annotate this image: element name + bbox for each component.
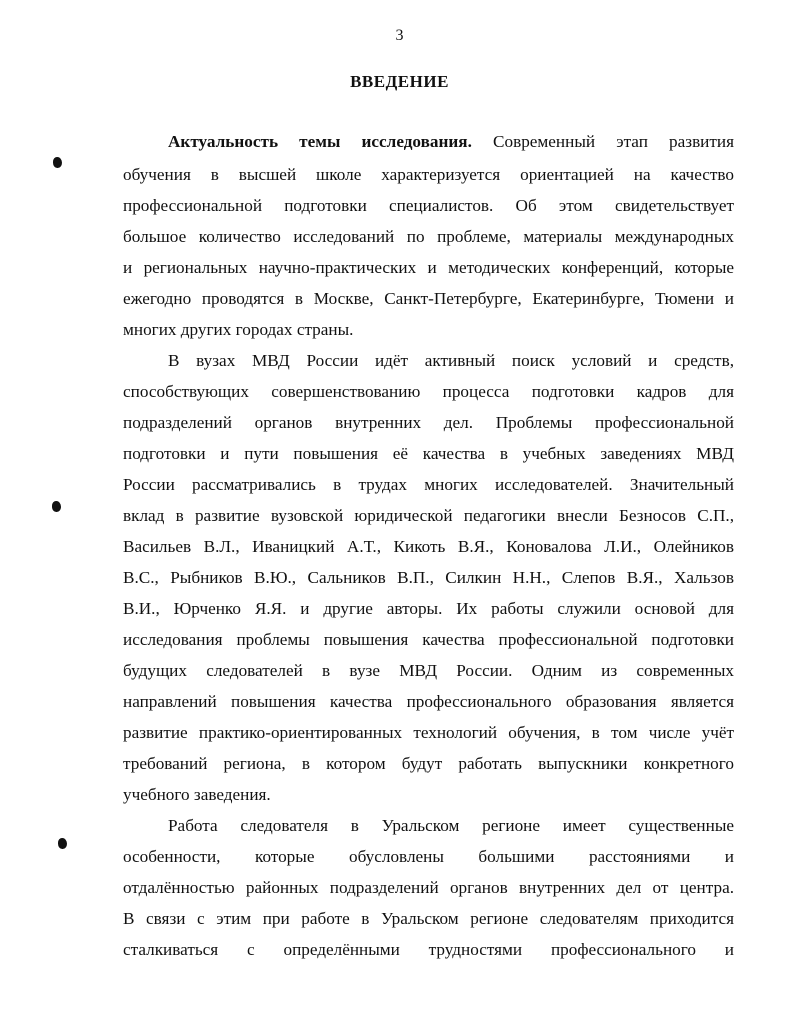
text-line: России рассматривались в трудах многих исследователей. Значительный	[123, 475, 734, 494]
text-line: сталкиваться с определёнными трудностями профессионального и	[123, 940, 734, 959]
text-line: Работа следователя в Уральском регионе имеет существенные	[168, 816, 734, 835]
text-line: большое количество исследований по проблеме, материалы международных	[123, 227, 734, 246]
text-line: учебного заведения.	[123, 785, 271, 804]
page-title: ВВЕДЕНИЕ	[350, 72, 449, 91]
text-line: подготовки и пути повышения её качества в учебных заведениях МВД	[123, 444, 734, 463]
text-line: В связи с этим при работе в Уральском регионе следователям приходится	[123, 909, 734, 928]
text-span: Современный этап развития	[471, 132, 734, 151]
margin-mark	[53, 157, 62, 168]
text-line: многих других городах страны.	[123, 320, 354, 339]
text-line: В.С., Рыбников В.Ю., Сальников В.П., Силкин Н.Н., Слепов В.Я., Хальзов	[123, 568, 734, 587]
text-line: обучения в высшей школе характеризуется ориентацией на качество	[123, 165, 734, 184]
text-line: и региональных научно-практических и методических конференций, которые	[123, 258, 734, 277]
text-line: исследования проблемы повышения качества профессиональной подготовки	[123, 630, 734, 649]
text-line: В.И., Юрченко Я.Я. и другие авторы. Их работы служили основой для	[123, 599, 734, 618]
text-line: развитие практико-ориентированных технологий обучения, в том числе учёт	[123, 723, 734, 742]
text-line: подразделений органов внутренних дел. Проблемы профессиональной	[123, 413, 734, 432]
text-line: вклад в развитие вузовской юридической педагогики внесли Безносов С.П.,	[123, 506, 734, 525]
margin-mark	[58, 838, 67, 849]
text-line: направлений повышения качества профессионального образования является	[123, 692, 734, 711]
text-line	[168, 130, 734, 154]
lead-heading: Актуальность темы исследования.	[168, 132, 472, 151]
text-line: профессиональной подготовки специалистов. Об этом свидетельствует	[123, 196, 734, 215]
margin-mark	[52, 501, 61, 512]
text-line: способствующих совершенствованию процесса подготовки кадров для	[123, 382, 734, 401]
text-line: Васильев В.Л., Иваницкий А.Т., Кикоть В.Я., Коновалова Л.И., Олейников	[123, 537, 734, 556]
text-line: ежегодно проводятся в Москве, Санкт-Петербурге, Екатеринбурге, Тюмени и	[123, 289, 734, 308]
text-line: требований региона, в котором будут работать выпускники конкретного	[123, 754, 734, 773]
page-number: 3	[395, 27, 404, 44]
text-line: В вузах МВД России идёт активный поиск условий и средств,	[168, 351, 734, 370]
text-line: особенности, которые обусловлены большими расстояниями и	[123, 847, 734, 866]
text-line: отдалённостью районных подразделений органов внутренних дел от центра.	[123, 878, 734, 897]
text-line: будущих следователей в вузе МВД России. Одним из современных	[123, 661, 734, 680]
